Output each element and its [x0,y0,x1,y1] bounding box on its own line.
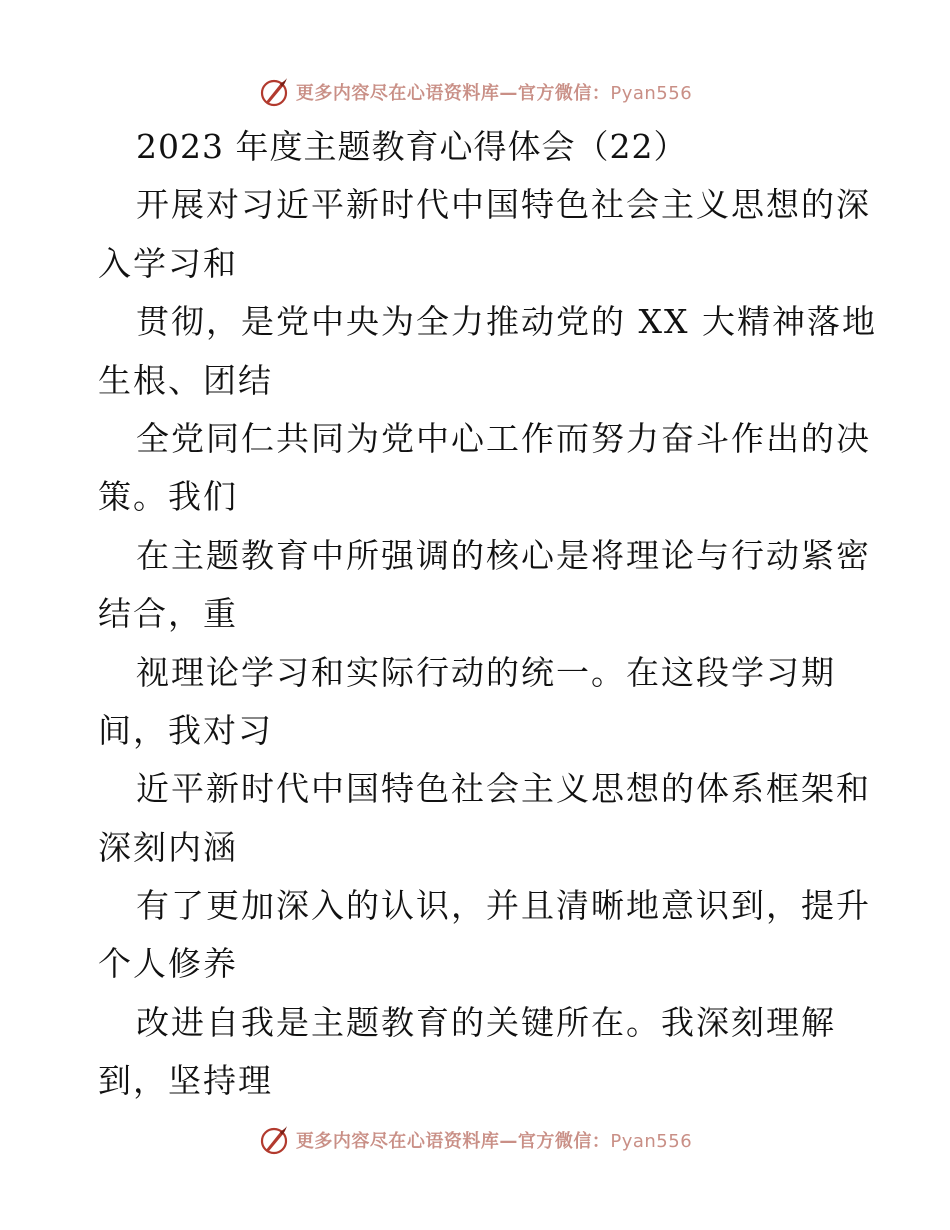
watermark-banner-bottom [0,1118,950,1162]
paragraph-line: 深刻内涵 [98,827,238,867]
paragraph-line: 个人修养 [98,944,238,984]
watermark-handle: Pyan556 [610,1131,693,1152]
watermark-banner-top [0,70,950,114]
paragraph-line: 视理论学习和实际行动的统一。在这段学习期 [136,652,836,692]
document-body [98,118,877,1111]
paragraph-line: 全党同仁共同为党中心工作而努力奋斗作出的决 [136,418,871,458]
watermark-handle: Pyan556 [610,83,693,104]
watermark-text: 更多内容尽在心语资料库—官方微信：Pyan556 [295,1131,693,1152]
paragraph-line: 有了更加深入的认识，并且清晰地意识到，提升 [136,886,871,926]
paragraph-line: 改进自我是主题教育的关键所在。我深刻理解 [136,1002,836,1042]
paragraph-line: 生根、团结 [98,360,273,400]
paragraph-line: 近平新时代中国特色社会主义思想的体系框架和 [136,769,871,809]
feather-pen-logo-icon [258,1124,290,1156]
document-lines [98,176,877,1110]
watermark-text: 更多内容尽在心语资料库—官方微信：Pyan556 [295,83,693,104]
paragraph-line: 结合，重 [98,594,238,634]
paragraph-line: 到，坚持理 [98,1061,273,1101]
paragraph-line: 开展对习近平新时代中国特色社会主义思想的深 [136,185,871,225]
paragraph-line: 策。我们 [98,477,238,517]
paragraph-line: 入学习和 [98,243,238,283]
paragraph-line: 在主题教育中所强调的核心是将理论与行动紧密 [136,535,871,575]
feather-pen-logo-icon [258,76,290,108]
paragraph-line: 贯彻，是党中央为全力推动党的 XX 大精神落地 [136,302,877,342]
document-title: 2023 年度主题教育心得体会（22） [136,127,688,166]
paragraph-line: 间，我对习 [98,710,273,750]
